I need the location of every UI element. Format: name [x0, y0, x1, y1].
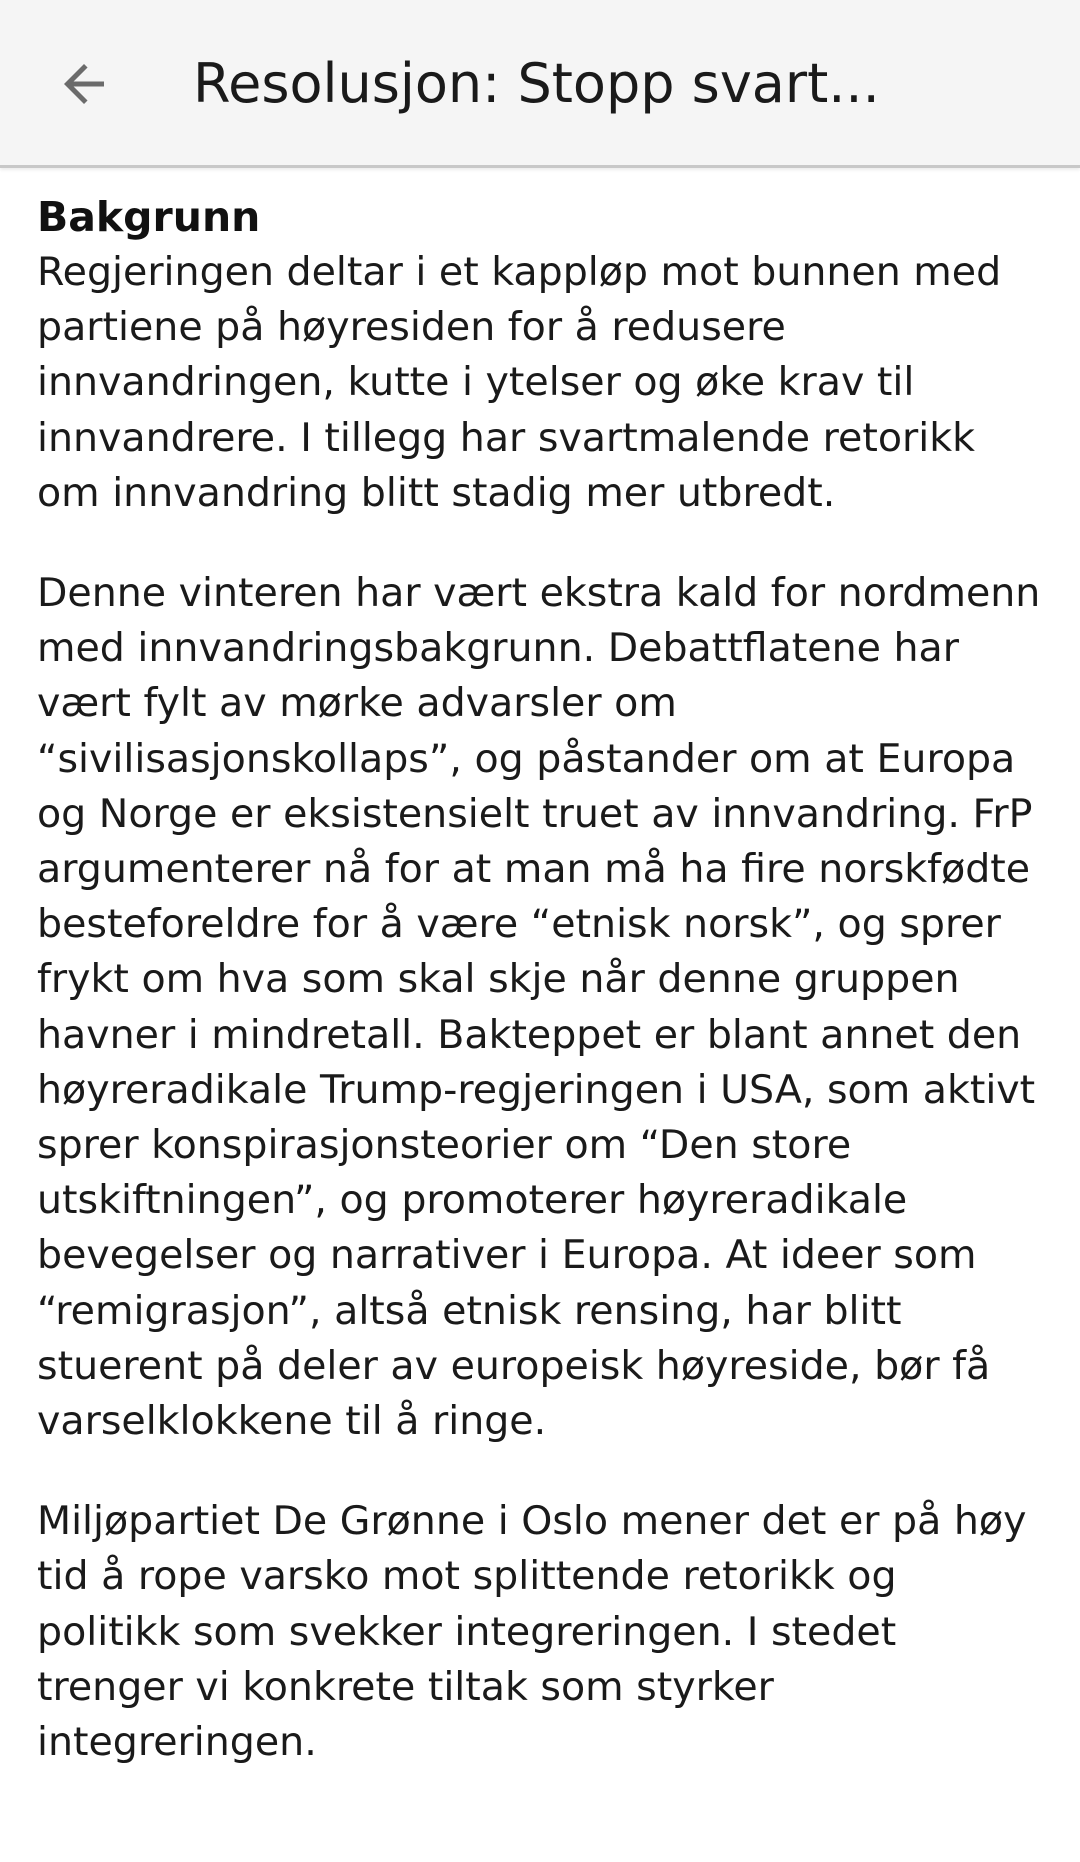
- paragraph-2: Denne vinteren har vært ekstra kald for nordmenn med innvandringsbakgrunn. Debattflatene har vært fylt av mørke advarsler om “sivilisasjonskollaps”, og påstander om at Europa og Norge er eksistensielt truet av innvandring. FrP argumenterer nå for at man må ha fire norskfødte besteforeldre for å være “etnisk norsk”, og sprer frykt om hva som skal skje når denne gruppen havner i mindretall. Bakteppet er blant annet den høyreradikale Trump-regjeringen i USA, som aktivt sprer konspirasjonsteorier om “Den store utskiftningen”, og promoterer høyreradikale bevegelser og narrativer i Europa. At ideer som “remigrasjon”, altså etnisk rensing, har blitt stuerent på deler av europeisk høyreside, bør få varselklokkene til å ringe.: [37, 570, 1041, 1445]
- article-content: [37, 190, 1047, 1815]
- paragraph-1: Regjeringen deltar i et kappløp mot bunnen med partiene på høyresiden for å redusere innvandringen, kutte i ytelser og øke krav til innvandrere. I tillegg har svartmalende retorikk om innvandring blitt stadig mer utbredt.: [37, 249, 1002, 516]
- app-bar: [0, 0, 1080, 168]
- arrow-left-icon: [54, 54, 114, 114]
- page-title: Resolusjon: Stopp svart...: [193, 52, 880, 115]
- section-heading: Bakgrunn: [37, 193, 261, 241]
- back-button[interactable]: [40, 40, 128, 128]
- paragraph-3: Miljøpartiet De Grønne i Oslo mener det er på høy tid å rope varsko mot splittende retorikk og politikk som svekker integreringen. I stedet trenger vi konkrete tiltak som styrker integreringen.: [37, 1498, 1027, 1766]
